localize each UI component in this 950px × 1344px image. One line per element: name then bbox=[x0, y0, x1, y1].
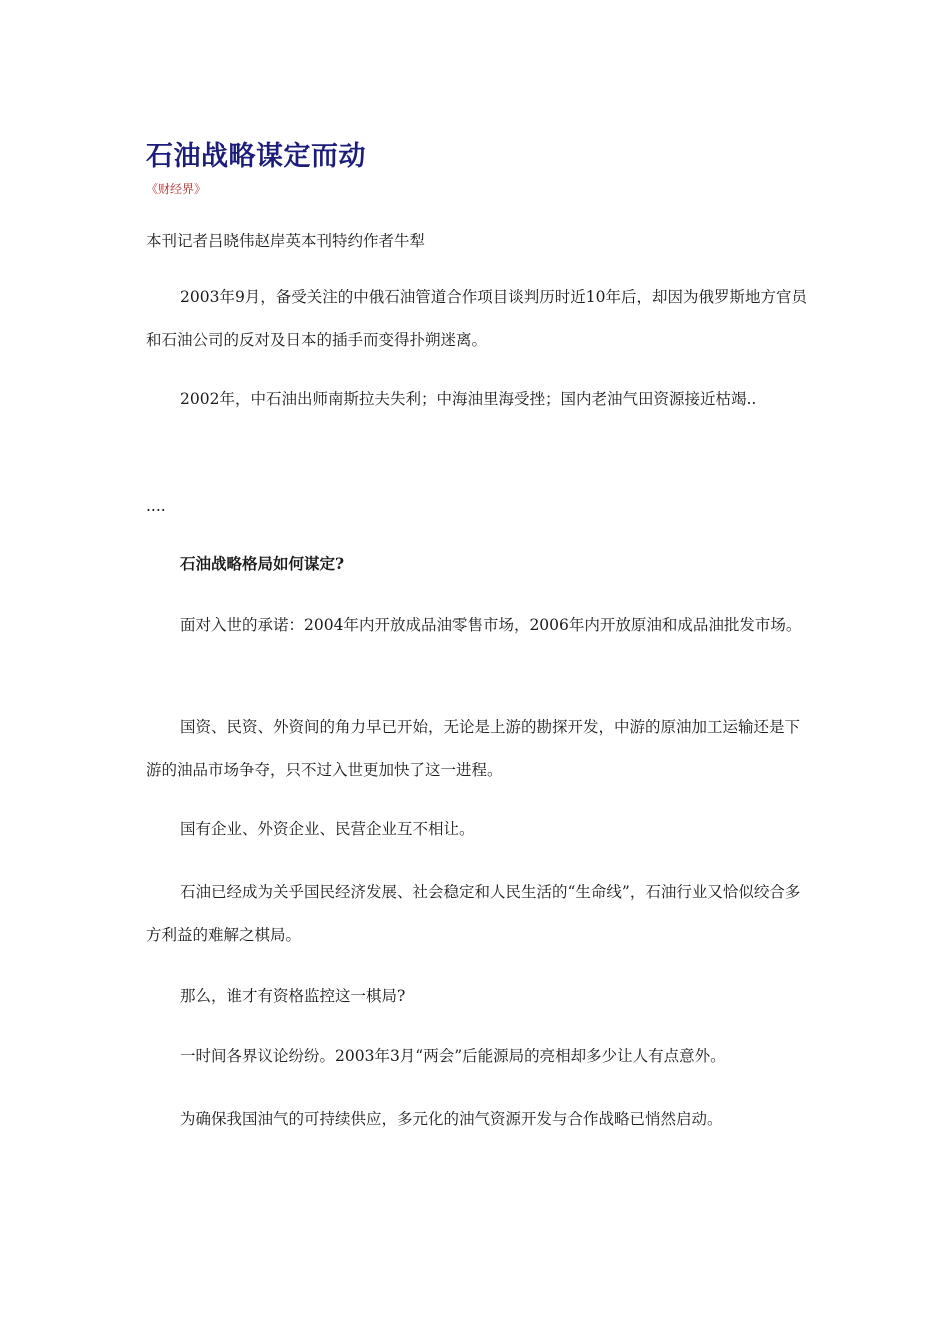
paragraph-1: 2003年9月，备受关注的中俄石油管道合作项目谈判历时近10年后，却因为俄罗斯地方官员和石油公司的反对及日本的插手而变得扑朔迷离。 bbox=[146, 288, 808, 349]
section-heading: 石油战略格局如何谋定? bbox=[180, 554, 345, 573]
paragraph-7: 那么，谁才有资格监控这一棋局? bbox=[180, 987, 406, 1005]
paragraph-3: 面对入世的承诺：2004年内开放成品油零售市场，2006年内开放原油和成品油批发市场。 bbox=[180, 616, 802, 634]
paragraph-9: 为确保我国油气的可持续供应，多元化的油气资源开发与合作战略已悄然启动。 bbox=[180, 1110, 723, 1128]
article-source: 《财经界》 bbox=[146, 182, 207, 196]
paragraph-5: 国有企业、外资企业、民营企业互不相让。 bbox=[180, 820, 475, 838]
paragraph-8: 一时间各界议论纷纷。2003年3月“两会”后能源局的亮相却多少让人有点意外。 bbox=[180, 1047, 726, 1065]
article-title: 石油战略谋定而动 bbox=[146, 141, 366, 172]
paragraph-6: 石油已经成为关乎国民经济发展、社会稳定和人民生活的“生命线”，石油行业又恰似绞合多方利益的难解之棋局。 bbox=[146, 883, 801, 944]
article-byline: 本刊记者吕晓伟赵岸英本刊特约作者牛犁 bbox=[146, 232, 426, 250]
paragraph-ellipsis: .... bbox=[146, 497, 166, 515]
paragraph-2: 2002年，中石油出师南斯拉夫失利；中海油里海受挫；国内老油气田资源接近枯竭.. bbox=[180, 390, 757, 408]
paragraph-4: 国资、民资、外资间的角力早已开始，无论是上游的勘探开发，中游的原油加工运输还是下游的油品市场争夺，只不过入世更加快了这一进程。 bbox=[146, 718, 801, 779]
